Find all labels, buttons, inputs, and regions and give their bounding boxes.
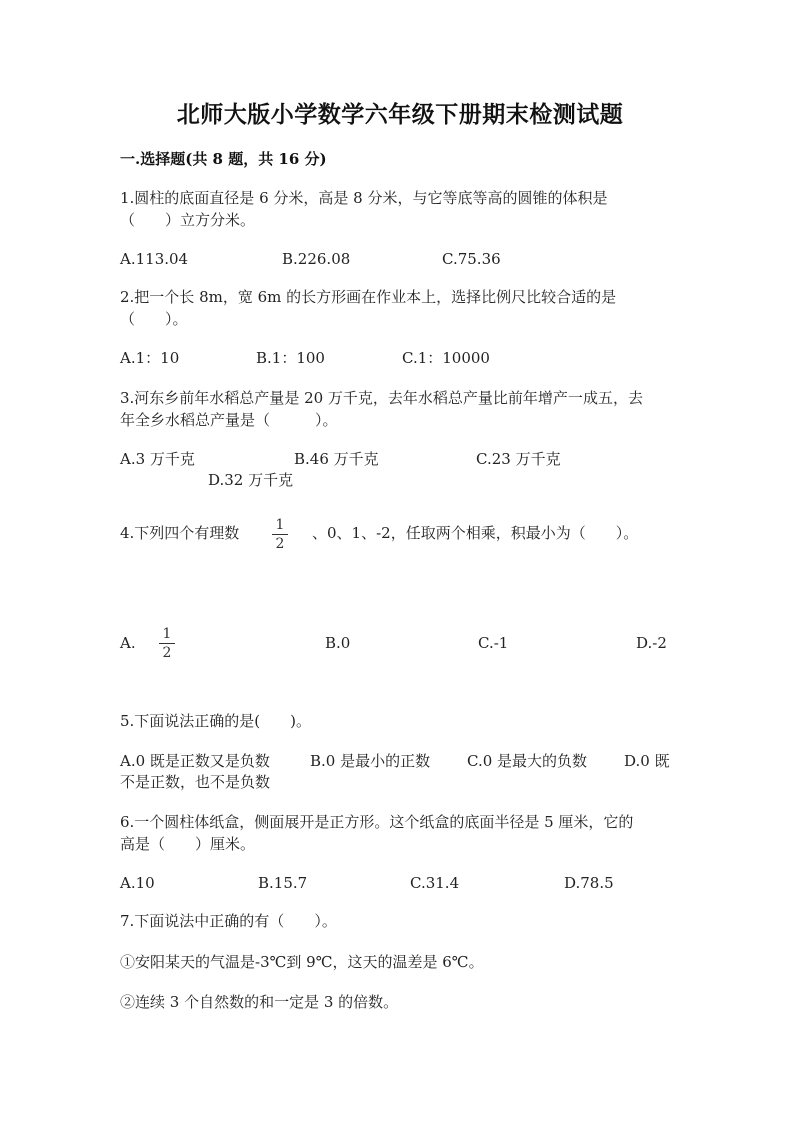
page-title: 北师大版小学数学六年级下册期末检测试题 [176,101,624,128]
question-5-line-1: 5.下面说法正确的是( )。 [120,712,312,730]
question-4-option-b[interactable]: B.0 [325,634,351,652]
question-6-option-c[interactable]: C.31.4 [410,874,460,892]
question-7 [120,910,685,932]
question-2-option-b[interactable]: B.1：100 [256,349,325,367]
question-2-option-a[interactable]: A.1：10 [120,349,180,367]
question-1 [120,187,685,231]
question-7-line-1: 7.下面说法中正确的有（ ）。 [120,912,337,930]
question-7-statement-2: ②连续 3 个自然数的和一定是 3 的倍数。 [120,993,399,1011]
question-4-option-a-fraction[interactable] [159,627,175,660]
question-1-line-2: （ ）立方分米。 [120,211,256,229]
question-4-option-c[interactable]: C.-1 [478,634,509,652]
question-1-option-c[interactable]: C.75.36 [442,250,501,268]
question-4-prefix: 4.下列四个有理数 [120,524,240,542]
question-6-option-d[interactable]: D.78.5 [564,874,614,892]
question-5-option-c[interactable]: C.0 是最大的负数 [467,752,588,770]
question-3-line-2: 年全乡水稻总产量是（ ）。 [120,411,338,429]
question-7-statement-1: ①安阳某天的气温是-3℃到 9℃，这天的温差是 6℃。 [120,953,484,971]
question-6-option-a[interactable]: A.10 [120,874,155,892]
fraction-bar [159,643,175,644]
question-6-line-2: 高是（ ）厘米。 [120,835,256,853]
fraction-denominator: 2 [162,645,172,661]
question-2-line-2: （ ）。 [120,310,188,328]
question-4-option-d[interactable]: D.-2 [636,634,667,652]
question-3-option-c[interactable]: C.23 万千克 [476,450,561,468]
question-2-option-c[interactable]: C.1：10000 [402,349,490,367]
fraction-bar [272,534,288,535]
question-6-line-1: 6.一个圆柱体纸盒，侧面展开是正方形。这个纸盒的底面半径是 5 厘米，它的 [120,813,634,831]
question-6 [120,811,685,855]
question-5-option-d[interactable]: D.0 既 [624,752,670,770]
question-4-option-a-label[interactable]: A. [120,634,136,652]
question-5-option-d-continued: 不是正数，也不是负数 [120,773,271,791]
question-3-option-b[interactable]: B.46 万千克 [294,450,379,468]
question-3 [120,387,685,431]
question-3-option-a[interactable]: A.3 万千克 [120,450,195,468]
section-heading: 一.选择题(共 8 题，共 16 分) [120,150,327,168]
question-3-line-1: 3.河东乡前年水稻总产量是 20 万千克，去年水稻总产量比前年增产一成五，去 [120,389,643,407]
question-1-option-b[interactable]: B.226.08 [282,250,351,268]
question-6-option-b[interactable]: B.15.7 [258,874,308,892]
fraction-denominator: 2 [275,536,285,552]
question-4-fraction [272,518,288,551]
question-3-option-d[interactable]: D.32 万千克 [208,471,294,489]
question-2-line-1: 2.把一个长 8m，宽 6m 的长方形画在作业本上，选择比例尺比较合适的是 [120,288,617,306]
fraction-numerator: 1 [275,517,285,533]
question-5 [120,710,685,732]
question-2 [120,286,685,330]
fraction-numerator: 1 [162,626,172,642]
question-5-option-a[interactable]: A.0 既是正数又是负数 [120,752,270,770]
question-1-line-1: 1.圆柱的底面直径是 6 分米，高是 8 分米，与它等底等高的圆锥的体积是 [120,189,608,207]
question-4-suffix: 、0、1、-2，任取两个相乘，积最小为（ ）。 [312,524,639,542]
question-1-option-a[interactable]: A.113.04 [120,250,189,268]
question-5-option-b[interactable]: B.0 是最小的正数 [310,752,431,770]
